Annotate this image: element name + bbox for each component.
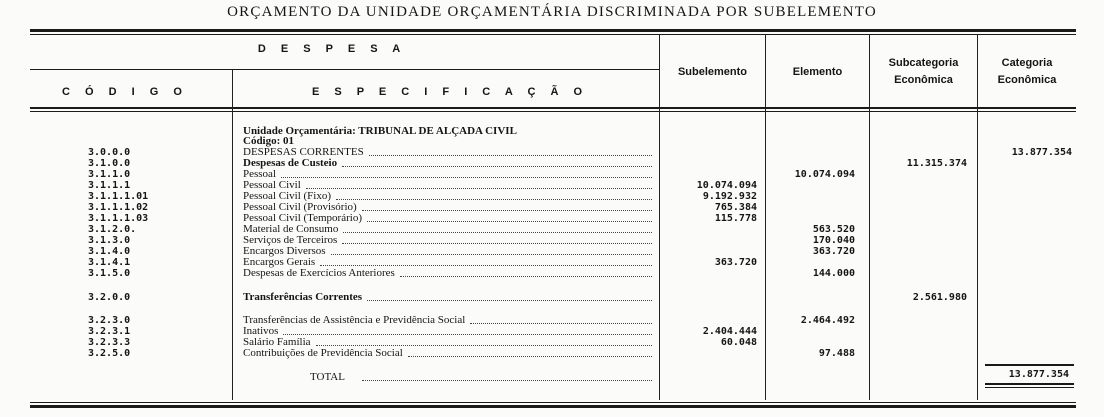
- row-leader-dots: [320, 257, 652, 266]
- header-bottom-rule-thick: [30, 107, 1076, 109]
- row-code: 3.1.1.1.03: [88, 213, 149, 224]
- row-elemento-value: 363.720: [812, 246, 855, 257]
- row-specification: Transferências de Assistência e Previdência Social: [243, 314, 466, 326]
- row-leader-dots: [343, 224, 652, 233]
- row-code: 3.1.3.0: [88, 235, 131, 246]
- row-specification: Salário Família: [243, 336, 311, 348]
- row-specification: Pessoal Civil (Fixo): [243, 190, 332, 202]
- unidade-orcamentaria: Unidade Orçamentária: TRIBUNAL DE ALÇADA CIVIL: [243, 125, 517, 137]
- row-elemento-value: 144.000: [812, 268, 855, 279]
- row-elemento-value: 170.040: [812, 235, 855, 246]
- header-subelemento: Subelemento: [677, 66, 748, 78]
- row-code: 3.1.1.1.02: [88, 202, 149, 213]
- header-elemento: Elemento: [792, 66, 843, 78]
- header-subcategoria-line2: Econômica: [894, 74, 953, 86]
- row-categoria-value: 13.877.354: [1011, 147, 1072, 158]
- row-specification: DESPESAS CORRENTES: [243, 146, 364, 158]
- header-categoria-line1: Categoria: [1001, 57, 1053, 69]
- row-code: 3.1.4.0: [88, 246, 131, 257]
- col-divider-sub: [765, 35, 766, 400]
- document-title: ORÇAMENTO DA UNIDADE ORÇAMENTÁRIA DISCRIMINADA POR SUBELEMENTO: [227, 4, 877, 20]
- row-specification: Despesas de Custeio: [243, 157, 338, 169]
- total-leader: [362, 372, 652, 381]
- row-leader-dots: [342, 235, 652, 244]
- col-divider-subcat: [977, 35, 978, 400]
- total-rule-bottom: [985, 383, 1074, 385]
- row-leader-dots: [367, 213, 652, 222]
- row-code: 3.1.5.0: [88, 268, 131, 279]
- row-specification: Pessoal Civil: [243, 179, 301, 191]
- top-rule-thin: [30, 34, 1076, 35]
- row-elemento-value: 2.464.492: [800, 315, 855, 326]
- row-subelemento-value: 2.404.444: [702, 326, 757, 337]
- row-code: 3.1.1.1.01: [88, 191, 149, 202]
- header-bottom-rule-thin: [30, 111, 1076, 112]
- row-elemento-value: 97.488: [818, 348, 855, 359]
- col-divider-elem: [869, 35, 870, 400]
- row-code: 3.2.3.1: [88, 326, 131, 337]
- despesa-underline: [30, 69, 660, 70]
- row-leader-dots: [331, 246, 652, 255]
- row-specification: Pessoal: [243, 168, 276, 180]
- row-leader-dots: [408, 348, 652, 357]
- row-leader-dots: [316, 337, 652, 346]
- row-leader-dots: [470, 315, 652, 324]
- bottom-rule-thick: [30, 405, 1076, 408]
- total-rule-top: [985, 364, 1074, 366]
- row-leader-dots: [306, 180, 652, 189]
- row-leader-dots: [369, 147, 652, 156]
- row-subcategoria-value: 2.561.980: [912, 292, 967, 303]
- total-label: TOTAL: [310, 371, 345, 383]
- total-categoria-value: 13.877.354: [1008, 369, 1069, 380]
- row-elemento-value: 10.074.094: [794, 169, 855, 180]
- header-despesa: D E S P E S A: [257, 43, 407, 55]
- row-specification: Material de Consumo: [243, 223, 339, 235]
- header-subcategoria-line1: Subcategoria: [888, 57, 959, 69]
- row-subelemento-value: 9.192.932: [702, 191, 757, 202]
- row-code: 3.1.1.1: [88, 180, 131, 191]
- row-specification: Pessoal Civil (Provisório): [243, 201, 357, 213]
- row-subelemento-value: 60.048: [720, 337, 757, 348]
- row-code: 3.1.1.0: [88, 169, 131, 180]
- row-leader-dots: [281, 169, 652, 178]
- header-codigo: C Ó D I G O: [62, 86, 188, 98]
- row-leader-dots: [400, 268, 652, 277]
- row-specification: Encargos Diversos: [243, 245, 326, 257]
- row-code: 3.1.4.1: [88, 257, 131, 268]
- row-subelemento-value: 363.720: [714, 257, 757, 268]
- row-subcategoria-value: 11.315.374: [906, 158, 967, 169]
- row-code: 3.0.0.0: [88, 147, 131, 158]
- row-specification: Pessoal Civil (Temporário): [243, 212, 362, 224]
- row-code: 3.2.3.3: [88, 337, 131, 348]
- header-especificacao: E S P E C I F I C A Ç Ã O: [311, 86, 589, 98]
- row-elemento-value: 563.520: [812, 224, 855, 235]
- row-subelemento-value: 765.384: [714, 202, 757, 213]
- col-divider-codigo: [232, 70, 233, 400]
- row-code: 3.2.3.0: [88, 315, 131, 326]
- row-leader-dots: [283, 326, 652, 335]
- row-subelemento-value: 10.074.094: [696, 180, 757, 191]
- row-specification: Inativos: [243, 325, 279, 337]
- row-specification: Transferências Correntes: [243, 291, 363, 303]
- top-rule-thick: [30, 29, 1076, 32]
- row-specification: Encargos Gerais: [243, 256, 316, 268]
- header-categoria-line2: Econômica: [997, 74, 1057, 86]
- row-leader-dots: [362, 202, 652, 211]
- row-code: 3.2.5.0: [88, 348, 131, 359]
- row-subelemento-value: 115.778: [714, 213, 757, 224]
- row-code: 3.2.0.0: [88, 292, 131, 303]
- row-specification: Despesas de Exercícios Anteriores: [243, 267, 395, 279]
- total-rule-bottom-2: [985, 387, 1074, 388]
- row-leader-dots: [342, 158, 652, 167]
- bottom-rule-thin: [30, 402, 1076, 403]
- unidade-codigo: Código: 01: [243, 135, 295, 147]
- row-code: 3.1.2.0.: [88, 224, 137, 235]
- col-divider-spec: [659, 35, 660, 400]
- row-code: 3.1.0.0: [88, 158, 131, 169]
- row-leader-dots: [367, 292, 652, 301]
- row-leader-dots: [336, 191, 652, 200]
- row-specification: Contribuições de Previdência Social: [243, 347, 403, 359]
- row-specification: Serviços de Terceiros: [243, 234, 338, 246]
